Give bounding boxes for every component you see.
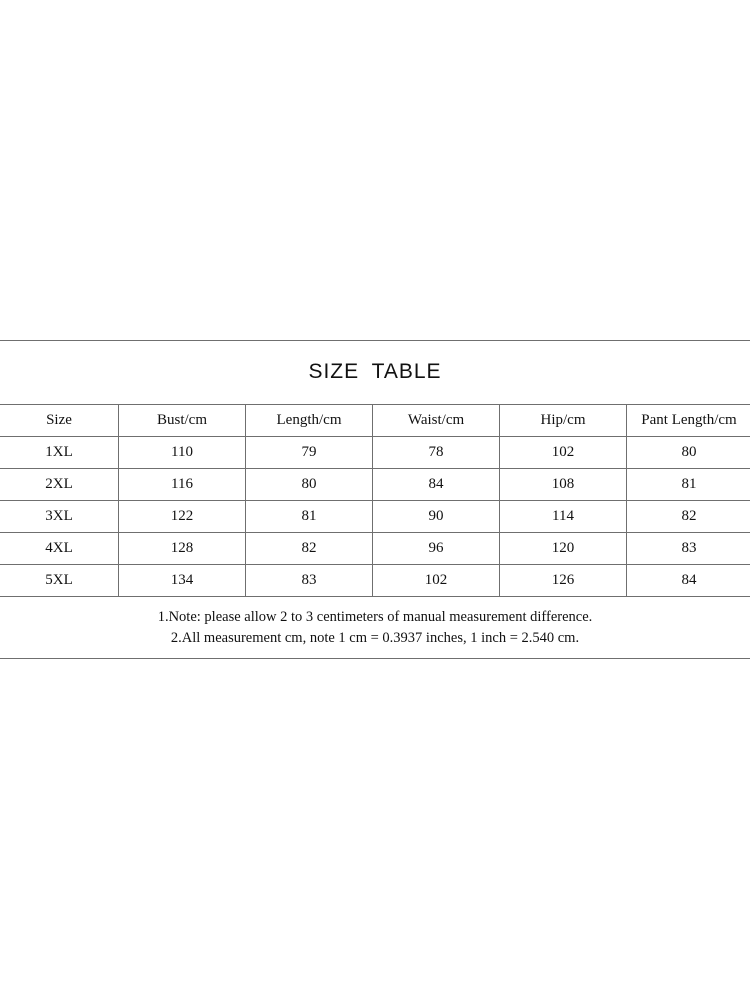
note-line: 2.All measurement cm, note 1 cm = 0.3937 inches, 1 inch = 2.540 cm. — [170, 630, 580, 646]
measurement-notes — [0, 607, 750, 649]
table-row — [0, 469, 750, 501]
table-cell: 5XL — [0, 565, 119, 597]
table-row — [0, 533, 750, 565]
table-cell: 81 — [627, 469, 750, 501]
table-cell: 108 — [500, 469, 627, 501]
table-cell: 83 — [246, 565, 373, 597]
table-row — [0, 437, 750, 469]
table-header-row — [0, 405, 750, 437]
table-cell: 81 — [246, 501, 373, 533]
table-cell: 84 — [627, 565, 750, 597]
table-cell: 78 — [373, 437, 500, 469]
table-cell: 90 — [373, 501, 500, 533]
table-cell: 3XL — [0, 501, 119, 533]
header-waist: Waist/cm — [373, 405, 500, 437]
size-table — [0, 404, 750, 597]
table-cell: 80 — [627, 437, 750, 469]
table-cell: 102 — [500, 437, 627, 469]
table-cell: 4XL — [0, 533, 119, 565]
table-cell: 126 — [500, 565, 627, 597]
table-cell: 1XL — [0, 437, 119, 469]
table-cell: 128 — [119, 533, 246, 565]
table-cell: 122 — [119, 501, 246, 533]
header-hip: Hip/cm — [500, 405, 627, 437]
size-table-title: SIZE TABLE — [308, 360, 442, 383]
table-cell: 102 — [373, 565, 500, 597]
header-bust: Bust/cm — [119, 405, 246, 437]
table-cell: 134 — [119, 565, 246, 597]
top-divider — [0, 340, 750, 341]
table-cell: 120 — [500, 533, 627, 565]
table-cell: 116 — [119, 469, 246, 501]
bottom-divider — [0, 658, 750, 659]
header-length: Length/cm — [246, 405, 373, 437]
table-cell: 83 — [627, 533, 750, 565]
table-cell: 79 — [246, 437, 373, 469]
table-cell: 2XL — [0, 469, 119, 501]
table-row — [0, 501, 750, 533]
table-cell: 82 — [627, 501, 750, 533]
table-row — [0, 565, 750, 597]
table-cell: 110 — [119, 437, 246, 469]
table-cell: 114 — [500, 501, 627, 533]
table-cell: 96 — [373, 533, 500, 565]
table-cell: 84 — [373, 469, 500, 501]
table-cell: 80 — [246, 469, 373, 501]
table-cell: 82 — [246, 533, 373, 565]
note-line: 1.Note: please allow 2 to 3 centimeters of manual measurement difference. — [157, 609, 593, 625]
header-pant-length: Pant Length/cm — [627, 405, 750, 437]
header-size: Size — [0, 405, 119, 437]
